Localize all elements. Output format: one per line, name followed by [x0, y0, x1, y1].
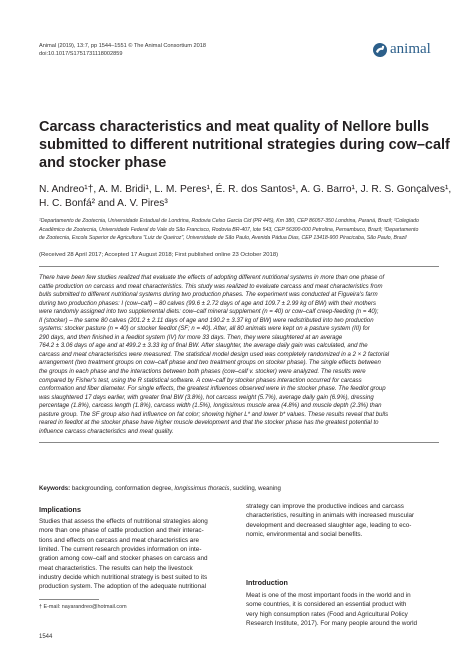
- abstract-line: during two production phases: I (cow–calf) – 80 calves (99.6 ± 2.72 days of age and 109.7 ± 2.99 kg of BW) with their mothers: [39, 300, 377, 307]
- title-line: Carcass characteristics and meat quality of Nellore bulls: [39, 119, 430, 135]
- abstract-line: 764.2 ± 3.06 days of age and at 499.2 ± 3.33 kg of final BW. After slaughter, the average daily gain was calculated, and the: [39, 343, 368, 350]
- affiliations: [39, 217, 439, 243]
- journal-logo: [372, 40, 442, 62]
- abstract-line: percentage (1.8%), carcass length (1.8%), carcass width (1.5%), longissimus muscle area (4.8%) and muscle depth (2.3%) than: [39, 403, 382, 410]
- received-dates: (Received 28 April 2017; Accepted 17 August 2018; First published online 23 October 2018): [39, 252, 279, 258]
- abstract-line: were randomly assigned into two supplemental diets: cow–calf mineral supplement (n = 40) or cow–calf creep-feeding (n = 40);: [39, 309, 379, 316]
- body-line: meat characteristics. The results can help the livestock: [39, 564, 193, 572]
- affiliation-line: Acadêmico de Zootecnia, Universidade Federal do Vale do São Francisco, Rodovia BR-407, lote 543, CEP 56300-000 Petrolina, Pernambuco, Brazil; ³Departamento: [39, 226, 419, 233]
- introduction-text: [246, 591, 446, 628]
- doi-line: doi:10.1017/S1751731118002859: [39, 51, 123, 57]
- article-title: [39, 118, 450, 172]
- abstract-line: compared by Fisher's test, using the R statistical software. A cow–calf by stocker phases interaction occurred for carcass: [39, 377, 362, 384]
- journal-citation: [39, 42, 206, 58]
- keywords-label: Keywords:: [39, 485, 71, 492]
- abstract: [39, 274, 439, 436]
- implications-text: [39, 517, 235, 592]
- keywords-italic: longissimus thoracis: [174, 485, 230, 492]
- abstract-line: II (stocker) – the same 80 calves (201.2 ± 2.11 days of age and 190.2 ± 3.37 kg of BW) were redistributed into two production: [39, 317, 374, 324]
- abstract-line: arrangement (two treatment groups on cow–calf phase and two treatment groups on stocker phase). The single effects between: [39, 360, 381, 367]
- body-line: strategy can improve the productive indices and carcass: [246, 503, 404, 510]
- body-line: Studies that assess the effects of nutritional strategies along: [39, 518, 208, 525]
- abstract-top-rule: [39, 266, 439, 267]
- abstract-line: systems: stocker pasture (n = 40) or stocker feedlot (SF; n = 40). After, all 80 animals were kept on a pasture system (III) for: [39, 326, 370, 333]
- abstract-line: pasture group. The SF group also had influence on fat color; showing higher L* and lower b* values. These results reveal that bulls: [39, 411, 389, 418]
- abstract-line: carcass and meat characteristics were measured. The statistical model design used was completely randomized in a 2 × 2 factorial: [39, 351, 390, 358]
- body-line: tions and effects on carcass and meat characteristics are: [39, 536, 199, 544]
- affiliation-line: de Zootecnia, Escola Superior de Agricultura "Luiz de Queiroz", Universidade de São Paulo, Avenida Pádua Dias, CEP 13418-900 Piracicaba, São Paulo, Brazil: [39, 235, 407, 242]
- footnote-email: † E-mail: nayarandreo@hotmail.com: [39, 604, 127, 610]
- body-line: more than one phase of cattle production and their interac-: [39, 527, 204, 535]
- abstract-line: bulls submitted to different nutritional systems during two production phases. The experiment was conducted at Figueira's farm: [39, 292, 378, 299]
- author-list: [39, 183, 452, 210]
- title-line: submitted to different nutritional strategies during cow–calf: [39, 137, 450, 153]
- abstract-line: 290 days, and then finished in a feedlot system (IV) for more 33 days. Then, they were slaughtered at an average: [39, 334, 343, 341]
- abstract-line: was slaughtered 17 days earlier, with greater final BW (3.8%), hot carcass weight (5.7%), average daily gain (6.9%), dressing: [39, 394, 374, 401]
- page-number: 1544: [39, 634, 53, 640]
- keywords-text: backgrounding, conformation degree,: [70, 485, 175, 492]
- implications-continued: [246, 502, 446, 539]
- body-line: nomic, environmental and social benefits.: [246, 531, 363, 539]
- journal-logo-text: animal: [390, 41, 431, 57]
- abstract-line: conformation and fiber diameter. For single effects, the greatest influences observed were in the stocker phase. The feedlot group: [39, 386, 386, 393]
- author-line: N. Andreo¹†, A. M. Bridi¹, L. M. Peres¹, É. R. dos Santos¹, A. G. Barro¹, J. R. S. Gonçalves¹,: [39, 184, 452, 195]
- footnote-rule: [39, 599, 99, 600]
- introduction-heading: Introduction: [246, 578, 288, 587]
- animal-logo-icon: [372, 42, 388, 58]
- abstract-line: the groups in each phase and the interactions between both phases (cow–calf v. stocker) were analyzed. The results were: [39, 369, 366, 376]
- affiliation-line: ¹Departamento de Zootecnia, Universidade Estadual de Londrina, Rodovia Celso Garcia Cid (PR 445), Km 380, CEP 86057-350 Londrina, Paraná, Brazil; ²Colegiado: [39, 218, 419, 224]
- body-line: some countries, it is considered an essential product with: [246, 601, 407, 609]
- abstract-bottom-rule: [39, 442, 439, 443]
- abstract-line: There have been few studies realized that evaluate the effects of adopting different nutritional systems in more than one phase of: [39, 275, 385, 281]
- keywords-text: , suckling, weaning: [229, 485, 281, 492]
- body-line: development and decreased slaughter age, leading to eco-: [246, 521, 412, 529]
- body-line: limited. The current research provides information on inte-: [39, 546, 202, 554]
- title-line: and stocker phase: [39, 155, 167, 171]
- author-line: H. C. Bonfá² and A. V. Pires³: [39, 197, 168, 209]
- abstract-line: reared in feedlot at the stocker phase have higher muscle development and that the stocker phase has the greatest potential to: [39, 420, 379, 427]
- body-line: gration among cow–calf and stocker phases on carcass and: [39, 555, 208, 563]
- keywords: [39, 485, 281, 492]
- implications-heading: Implications: [39, 505, 81, 514]
- body-line: industry decide which nutritional strategy is best suited to its: [39, 574, 208, 582]
- body-line: Research Institute, 2017). For many people around the world: [246, 620, 418, 628]
- body-line: production system. The adoption of the adequate nutritional: [39, 583, 207, 591]
- body-line: Meat is one of the most important foods in the world and in: [246, 592, 411, 599]
- body-line: characteristics, resulting in animals with increased muscular: [246, 512, 415, 520]
- body-line: very high consumption rates (Food and Agricultural Policy: [246, 610, 408, 618]
- citation-line: Animal (2019), 13:7, pp 1544–1551 © The Animal Consortium 2018: [39, 43, 206, 49]
- abstract-line: influence carcass characteristics and meat quality.: [39, 428, 174, 435]
- abstract-line: cattle production on carcass and meat characteristics. This study was realized to evaluate carcass and meat characteristics from: [39, 283, 383, 290]
